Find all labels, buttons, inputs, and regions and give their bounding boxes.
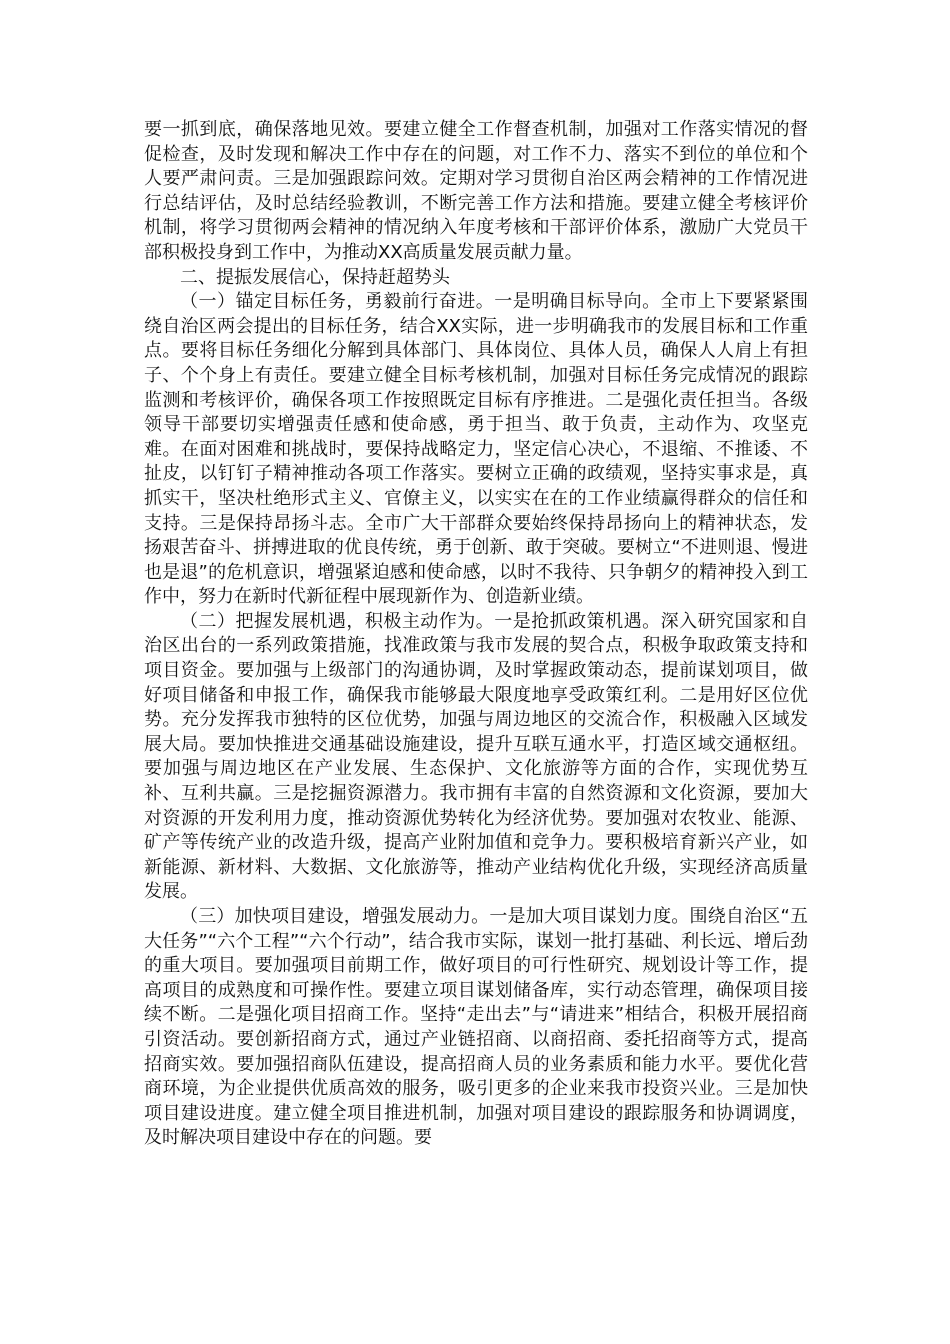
paragraph-continuation: 要一抓到底，确保落地见效。要建立健全工作督查机制，加强对工作落实情况的督促检查，及时发现和解决工作中存在的问题，对工作不力、落实不到位的单位和个人要严肃问责。三是加强跟踪问效。定期对学习贯彻自治区两会精神的工作情况进行总结评估，及时总结经验教训，不断完善工作方法和措施。要建立健全考核评价机制，将学习贯彻两会精神的情况纳入年度考核和干部评价体系，激励广大党员干部积极投身到工作中，为推动XX高质量发展贡献力量。	[144, 119, 808, 263]
paragraph-1: （一）锚定目标任务，勇毅前行奋进。一是明确目标导向。全市上下要紧紧围绕自治区两会提出的目标任务，结合XX实际，进一步明确我市的发展目标和工作重点。要将目标任务细化分解到具体部门、具体岗位、具体人员，确保人人肩上有担子、个个身上有责任。要建立健全目标考核机制，加强对目标任务完成情况的跟踪监测和考核评价，确保各项工作按照既定目标有序推进。二是强化责任担当。各级领导干部要切实增强责任感和使命感，勇于担当、敢于负责，主动作为、攻坚克难。在面对困难和挑战时，要保持战略定力，坚定信心决心，不退缩、不推诿、不扯皮，以钉钉子精神推动各项工作落实。要树立正确的政绩观，坚持实事求是，真抓实干，坚决杜绝形式主义、官僚主义，以实实在在的工作业绩赢得群众的信任和支持。三是保持昂扬斗志。全市广大干部群众要始终保持昂扬向上的精神状态，发扬艰苦奋斗、拼搏进取的优良传统，勇于创新、敢于突破。要树立“不进则退、慢进也是退”的危机意识，增强紧迫感和使命感，以时不我待、只争朝夕的精神投入到工作中，努力在新时代新征程中展现新作为、创造新业绩。	[144, 291, 808, 608]
section-heading: 二、提振发展信心，保持赶超势头	[180, 266, 450, 288]
paragraph-2: （二）把握发展机遇，积极主动作为。一是抢抓政策机遇。深入研究国家和自治区出台的一系列政策措施，找准政策与我市发展的契合点，积极争取政策支持和项目资金。要加强与上级部门的沟通协调，及时掌握政策动态，提前谋划项目，做好项目储备和申报工作，确保我市能够最大限度地享受政策红利。二是用好区位优势。充分发挥我市独特的区位优势，加强与周边地区的交流合作，积极融入区域发展大局。要加快推进交通基础设施建设，提升互联互通水平，打造区域交通枢纽。要加强与周边地区在产业发展、生态保护、文化旅游等方面的合作，实现优势互补、互利共赢。三是挖掘资源潜力。我市拥有丰富的自然资源和文化资源，要加大对资源的开发利用力度，推动资源优势转化为经济优势。要加强对农牧业、能源、矿产等传统产业的改造升级，提高产业附加值和竞争力。要积极培育新兴产业，如新能源、新材料、大数据、文化旅游等，推动产业结构优化升级，实现经济高质量发展。	[144, 610, 808, 903]
document-page	[144, 118, 808, 1151]
paragraph-3: （三）加快项目建设，增强发展动力。一是加大项目谋划力度。围绕自治区“五大任务”“六个工程”“六个行动”，结合我市实际，谋划一批打基础、利长远、增后劲的重大项目。要加强项目前期工作，做好项目的可行性研究、规划设计等工作，提高项目的成熟度和可操作性。要建立项目谋划储备库，实行动态管理，确保项目接续不断。二是强化项目招商工作。坚持“走出去”与“请进来”相结合，积极开展招商引资活动。要创新招商方式，通过产业链招商、以商招商、委托招商等方式，提高招商实效。要加强招商队伍建设，提高招商人员的业务素质和能力水平。要优化营商环境，为企业提供优质高效的服务，吸引更多的企业来我市投资兴业。三是加快项目建设进度。建立健全项目推进机制，加强对项目建设的跟踪服务和协调调度，及时解决项目建设中存在的问题。要	[144, 906, 808, 1149]
